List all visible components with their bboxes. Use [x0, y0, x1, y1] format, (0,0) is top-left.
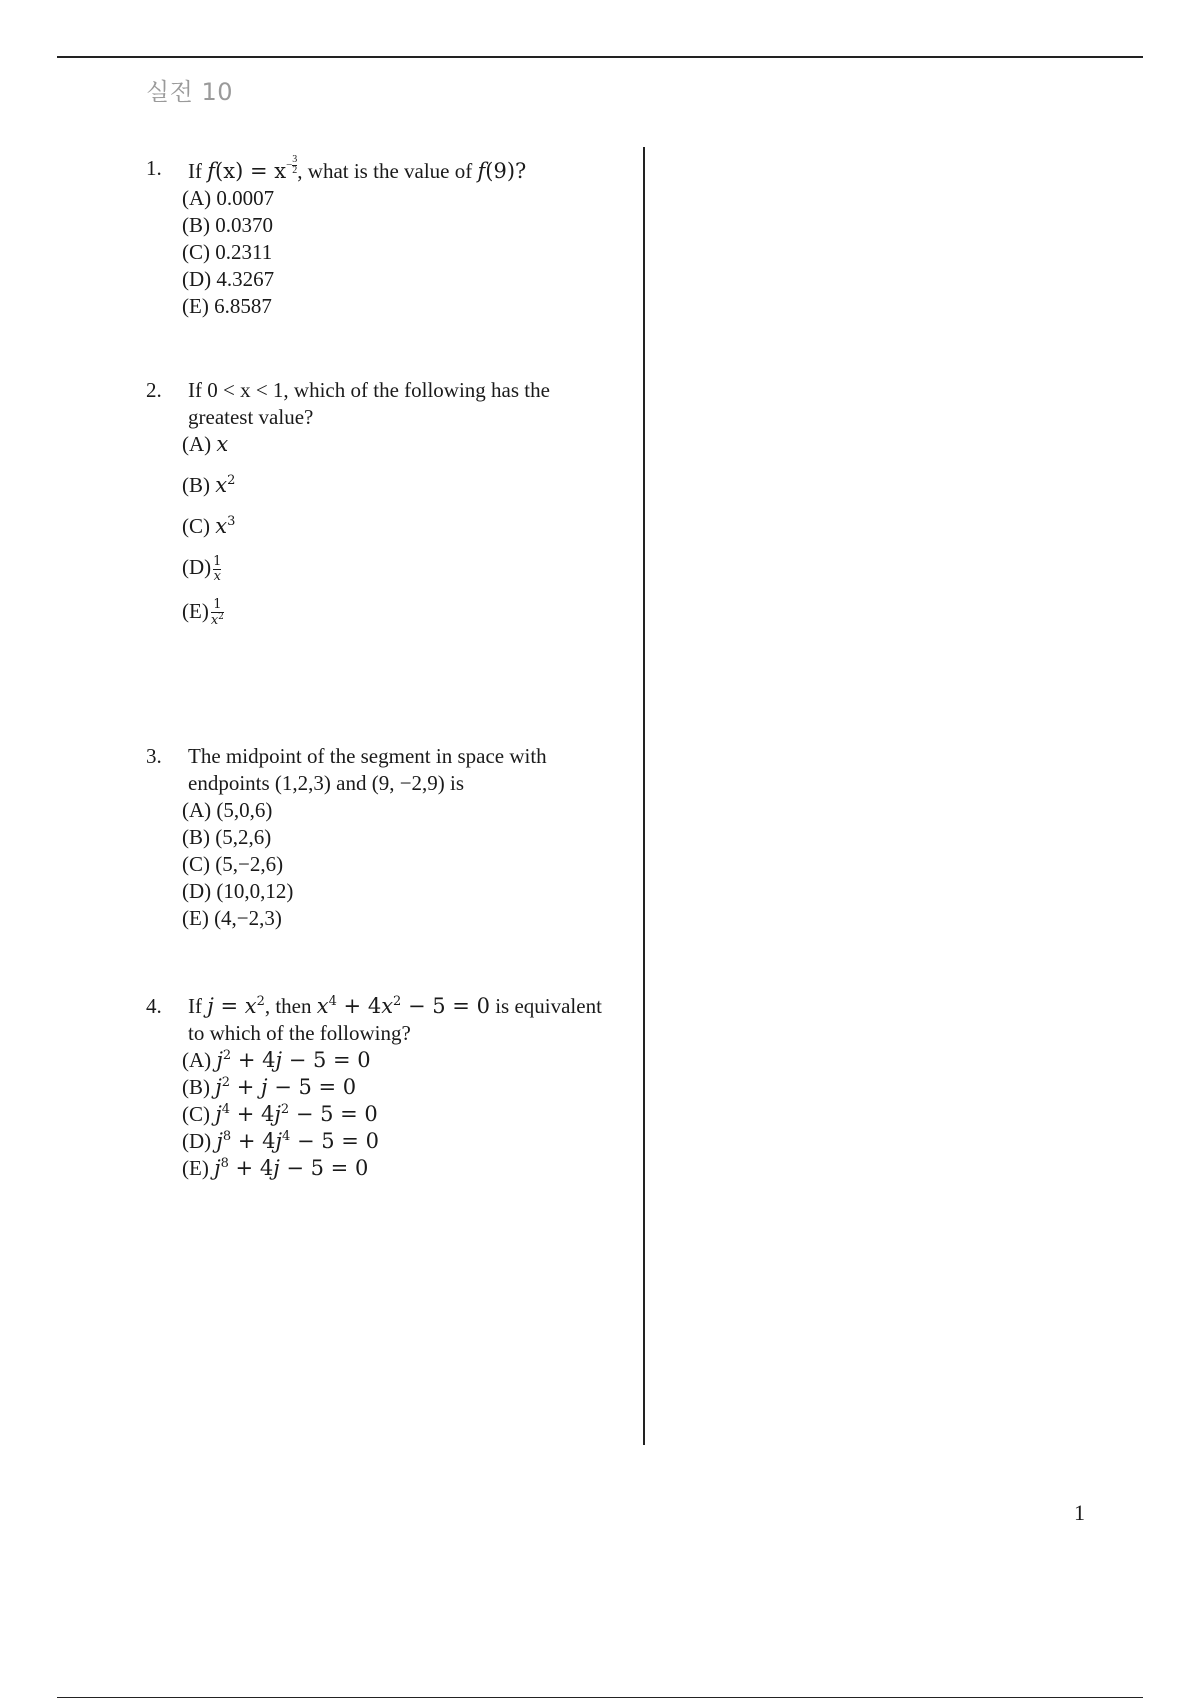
- answer-choices: [182, 797, 616, 932]
- choice-e[interactable]: (E) (4,−2,3): [182, 906, 282, 930]
- choice-a[interactable]: (A) x: [182, 432, 229, 456]
- answer-choices: [182, 185, 616, 320]
- choice-d[interactable]: (D) 4.3267: [182, 267, 275, 291]
- choice-b[interactable]: (B) (5,2,6): [182, 825, 272, 849]
- question-1: [146, 155, 616, 320]
- question-number: 3.: [146, 744, 162, 768]
- choice-d[interactable]: (D) $\frac{1}{x}$: [182, 553, 222, 584]
- choice-c[interactable]: (C) $x^3$: [182, 514, 236, 538]
- choice-c[interactable]: (C) (5,−2,6): [182, 852, 284, 876]
- exponent: − $\frac{3}{2}$: [286, 154, 298, 176]
- question-number: 4.: [146, 994, 162, 1018]
- question-3: [146, 743, 616, 932]
- question-2: [146, 377, 616, 628]
- choice-d[interactable]: (D) $j^8 + 4j^4 - 5 = 0$: [182, 1129, 379, 1153]
- question-stem: [146, 743, 616, 797]
- choice-e[interactable]: (E) $j^8 + 4j - 5 = 0$: [182, 1156, 369, 1180]
- choice-e[interactable]: (E) 6.8587: [182, 294, 272, 318]
- question-number: 1.: [146, 156, 162, 180]
- choice-a[interactable]: (A) $j^2 + 4j - 5 = 0$: [182, 1048, 371, 1072]
- question-stem: [146, 155, 616, 185]
- question-text: If 0 < x < 1, which of the following has the greatest value?: [188, 378, 550, 429]
- choice-c[interactable]: (C) 0.2311: [182, 240, 273, 264]
- question-text: If f(x) = x − $\frac{3}{2}$ , what is the value of f(9)?: [188, 154, 527, 183]
- choice-b[interactable]: (B) $j^2 + j - 5 = 0$: [182, 1075, 357, 1099]
- question-stem: [146, 377, 616, 431]
- question-4: [146, 993, 616, 1182]
- fraction: $\frac{1}{x^2}$: [210, 596, 224, 628]
- choice-d[interactable]: (D) (10,0,12): [182, 879, 294, 903]
- choice-b[interactable]: (B) 0.0370: [182, 213, 273, 237]
- choice-c[interactable]: (C) $j^4 + 4j^2 - 5 = 0$: [182, 1102, 378, 1126]
- question-number: 2.: [146, 378, 162, 402]
- choice-e[interactable]: (E) $\frac{1}{x^2}$: [182, 596, 224, 628]
- question-stem: [146, 993, 616, 1047]
- column-divider: [643, 147, 645, 1445]
- section-header: 실전 10: [146, 78, 234, 106]
- choice-b[interactable]: (B) $x^2$: [182, 473, 236, 497]
- answer-choices: [182, 431, 616, 628]
- fraction: $\frac{1}{x}$: [213, 553, 222, 584]
- top-rule: [57, 56, 1143, 58]
- answer-choices: [182, 1047, 616, 1182]
- bottom-rule: [57, 1697, 1143, 1698]
- question-text: The midpoint of the segment in space with endpoints (1,2,3) and (9, −2,9) is: [188, 744, 547, 795]
- page-number: 1: [1074, 1500, 1085, 1525]
- choice-a[interactable]: (A) 0.0007: [182, 186, 275, 210]
- question-text: If $j = x^2$, then $x^4 + 4x^2 - 5 = 0$ is equivalent to which of the following?: [188, 994, 602, 1045]
- choice-a[interactable]: (A) (5,0,6): [182, 798, 273, 822]
